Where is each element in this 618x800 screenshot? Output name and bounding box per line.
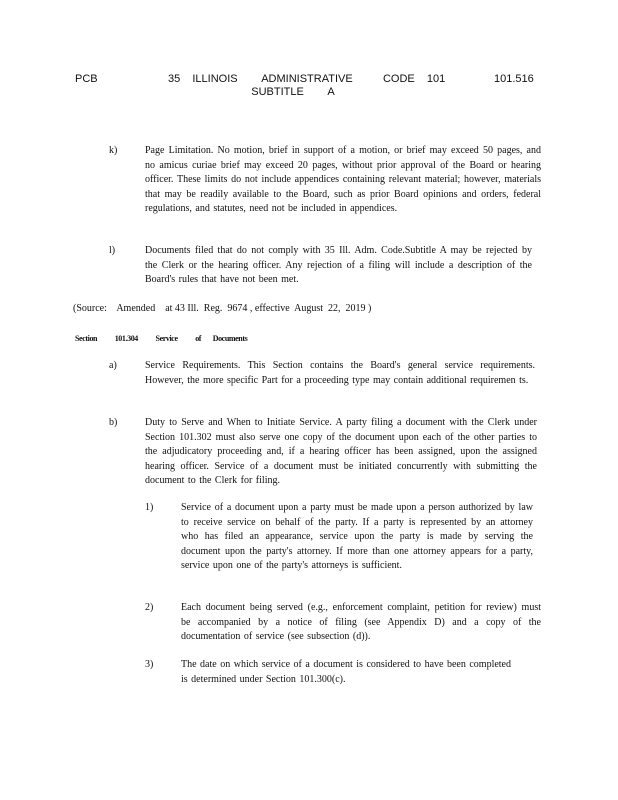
- section-title-word: Service: [155, 334, 178, 343]
- section-title-word: Documents: [212, 334, 248, 343]
- section-heading: [75, 333, 247, 345]
- header-subtitle: SUBTITLE A: [251, 86, 335, 98]
- item-label: 2): [145, 602, 154, 613]
- header-title: 35 ILLINOIS ADMINISTRATIVE CODE 101: [168, 73, 446, 85]
- header-left: PCB: [75, 73, 98, 85]
- item-text: Page Limitation. No motion, brief in support of a motion, or brief may exceed 50 pages, and no amicus curiae brief may exceed 20 pages, without prior approval of the Board or hearing officer. These limits do not include appendices containing relevant material; however, materials that may be readily available to the Board, such as prior Board opinions and orders, federal regulations, and statutes, need not be included in appendices.: [145, 145, 541, 214]
- item-text: Documents filed that do not comply with 35 Ill. Adm. Code.Subtitle A may be rejected by the Clerk or the hearing officer. Any rejection of a filing will include a description of the Board's rules that have not been met.: [145, 245, 532, 285]
- item-label: l): [109, 245, 116, 256]
- item-label: k): [109, 145, 118, 156]
- item-text: Each document being served (e.g., enforcement complaint, petition for review) must be accompanied by a notice of filing (see Appendix D) and a copy of the documentation of service (see subsection (d)).: [181, 602, 541, 642]
- item-label: 3): [145, 659, 154, 670]
- header-right: 101.516: [494, 73, 534, 85]
- section-code: 101.304: [114, 334, 138, 343]
- item-label: b): [109, 417, 118, 428]
- header-center: [168, 73, 446, 99]
- item-text: Service Requirements. This Section contains the Board's general service requirements. However, the more specific Part for a proceeding type may contain additional requiremen ts.: [145, 360, 535, 386]
- section-word: Section: [75, 334, 98, 343]
- item-text: The date on which service of a document is considered to have been completed is determined under Section 101.300(c).: [181, 659, 511, 685]
- source-note: (Source: Amended at 43 Ill. Reg. 9674 , effective August 22, 2019 ): [73, 303, 372, 314]
- item-label: 1): [145, 502, 154, 513]
- item-text: Service of a document upon a party must be made upon a person authorized by law to receive service on behalf of the party. If a party is represented by an attorney who has filed an appearance, service upon the party is made by serving the document upon the party's attorney. If more than one attorney appears for a party, service upon one of the party's attorneys is sufficient.: [181, 502, 533, 571]
- item-label: a): [109, 360, 117, 371]
- section-title-word: of: [195, 334, 202, 343]
- item-text: Duty to Serve and When to Initiate Service. A party filing a document with the Clerk under Section 101.302 must also serve one copy of the document upon each of the other parties to the adjudicatory proceeding and, if a hearing officer has been assigned, upon the assigned hearing officer. Service of a document must be initiated concurrently with submitting the document to the Clerk for filing.: [145, 417, 537, 486]
